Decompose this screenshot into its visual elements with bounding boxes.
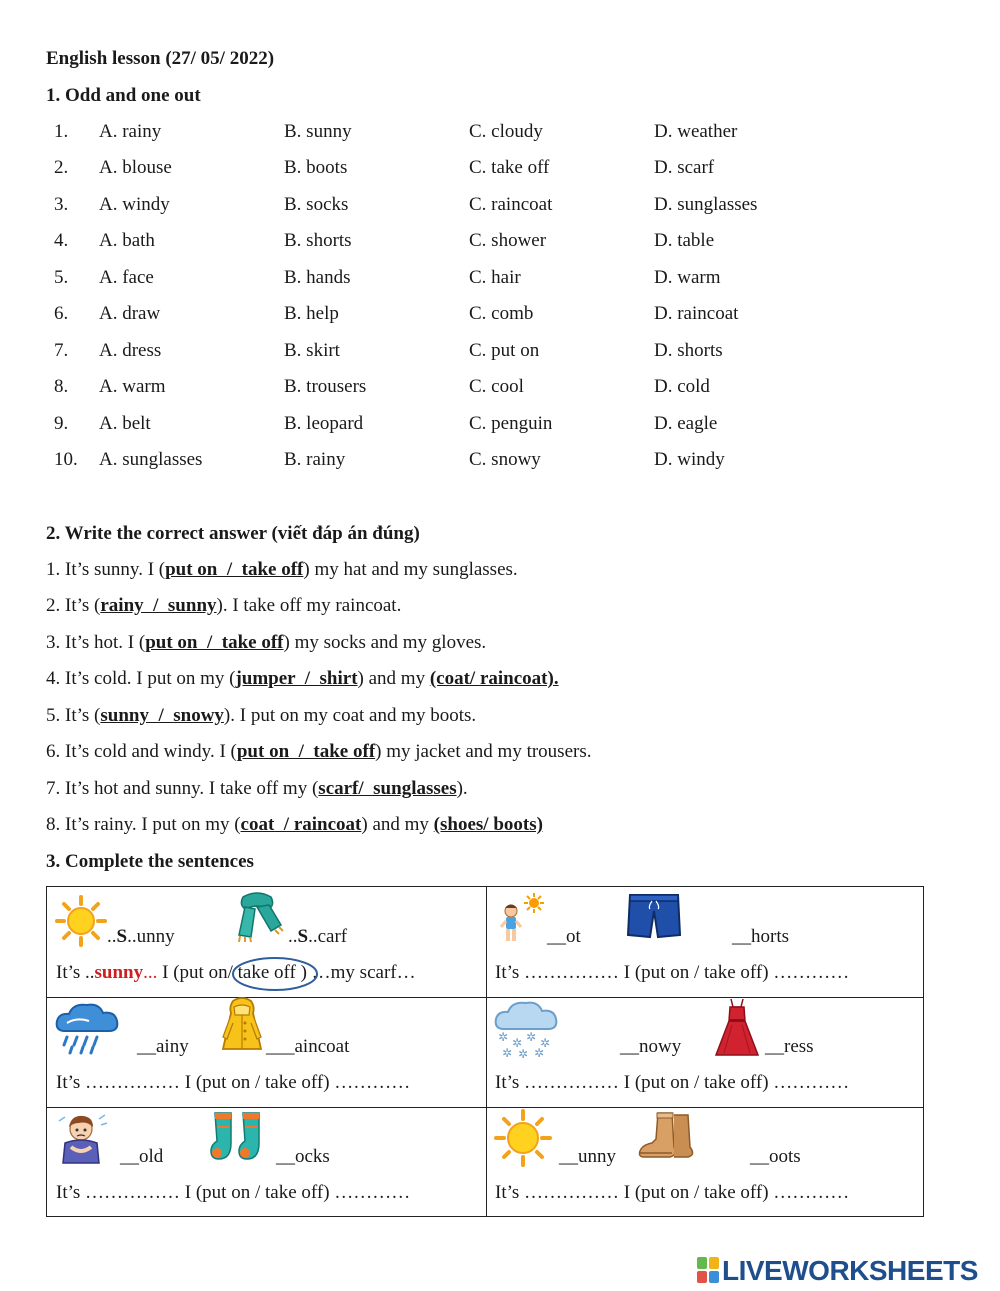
shorts-icon — [626, 891, 682, 941]
sentence-4: 4. It’s cold. I put on my (jumper / shirt) and my (coat/ raincoat). — [46, 668, 559, 689]
question-number: 8. — [54, 376, 69, 397]
sentence-3: 3. It’s hot. I (put on / take off) my socks and my gloves. — [46, 632, 487, 653]
option-a[interactable]: A. dress — [99, 340, 162, 361]
sentence-5: 5. It’s (sunny / snowy). I put on my coat and my boots. — [46, 705, 477, 726]
word-blank-2[interactable]: ..S..carf — [288, 926, 348, 947]
option-b[interactable]: B. trousers — [284, 376, 367, 397]
answer-choice[interactable]: put on / take off — [165, 559, 304, 580]
option-b[interactable]: B. skirt — [284, 340, 340, 361]
option-d[interactable]: D. scarf — [654, 157, 715, 178]
question-number: 9. — [54, 413, 69, 434]
option-d[interactable]: D. weather — [654, 121, 738, 142]
snow-cloud-icon — [492, 1001, 558, 1059]
option-d[interactable]: D. eagle — [654, 413, 718, 434]
question-row — [0, 339, 1000, 369]
option-c[interactable]: C. raincoat — [469, 194, 553, 215]
option-c[interactable]: C. shower — [469, 230, 547, 251]
svg-text:✲: ✲ — [526, 1030, 537, 1044]
word-blank-1[interactable]: __ainy — [137, 1036, 189, 1057]
option-c[interactable]: C. take off — [469, 157, 550, 178]
option-d[interactable]: D. raincoat — [654, 303, 739, 324]
question-number: 1. — [54, 121, 69, 142]
cold-child-icon — [57, 1111, 109, 1167]
option-c[interactable]: C. comb — [469, 303, 534, 324]
question-row — [0, 448, 1000, 478]
rain-cloud-icon — [53, 1001, 123, 1057]
socks-icon — [209, 1109, 271, 1165]
sentence-6: 6. It’s cold and windy. I (put on / take off) my jacket and my trousers. — [46, 741, 592, 762]
question-row — [0, 412, 1000, 442]
answer-choice[interactable]: put on / take off — [236, 741, 376, 762]
raincoat-icon — [219, 997, 265, 1057]
option-a[interactable]: A. draw — [99, 303, 161, 324]
dress-icon — [714, 997, 760, 1059]
option-a[interactable]: A. bath — [99, 230, 155, 251]
answer-choice-2[interactable]: (coat/ raincoat). — [429, 668, 559, 689]
sentence-line[interactable]: It’s ..sunny... I (put on/ take off ) …my scarf… — [56, 961, 416, 985]
page-title: English lesson (27/ 05/ 2022) — [46, 48, 275, 69]
sentence-7: 7. It’s hot and sunny. I take off my (scarf/ sunglasses). — [46, 778, 468, 799]
question-row — [0, 156, 1000, 186]
option-a[interactable]: A. blouse — [99, 157, 172, 178]
option-b[interactable]: B. boots — [284, 157, 348, 178]
question-row — [0, 266, 1000, 296]
question-number: 3. — [54, 194, 69, 215]
sentence-8: 8. It’s rainy. I put on my (coat / raincoat) and my (shoes/ boots) — [46, 814, 543, 835]
question-row — [0, 229, 1000, 259]
logo-mark-icon — [697, 1257, 719, 1283]
hot-child-icon — [498, 891, 544, 947]
option-c[interactable]: C. cool — [469, 376, 524, 397]
sentence-2: 2. It’s (rainy / sunny). I take off my raincoat. — [46, 595, 402, 616]
svg-text:✲: ✲ — [518, 1047, 529, 1059]
table-cell — [486, 1107, 925, 1217]
exercise-2-title: 2. Write the correct answer (viết đáp án đúng) — [46, 523, 420, 544]
option-a[interactable]: A. rainy — [99, 121, 162, 142]
word-blank-2[interactable]: __oots — [750, 1146, 801, 1167]
sentence-line[interactable]: It’s …………… I (put on / take off) ………… — [56, 1182, 411, 1203]
scarf-icon — [229, 891, 285, 943]
option-c[interactable]: C. snowy — [469, 449, 541, 470]
question-row — [0, 120, 1000, 150]
exercise-3-table — [46, 886, 924, 1217]
sentence-line[interactable]: It’s …………… I (put on / take off) ………… — [495, 1182, 850, 1203]
question-number: 2. — [54, 157, 69, 178]
question-number: 5. — [54, 267, 69, 288]
option-c[interactable]: C. cloudy — [469, 121, 543, 142]
sentence-1: 1. It’s sunny. I (put on / take off) my hat and my sunglasses. — [46, 559, 518, 580]
word-blank-1[interactable]: __unny — [559, 1146, 616, 1167]
question-number: 10. — [54, 449, 78, 470]
option-d[interactable]: D. sunglasses — [654, 194, 758, 215]
svg-text:✲: ✲ — [512, 1036, 523, 1050]
boots-icon — [638, 1111, 700, 1161]
answer-choice[interactable]: rainy / sunny — [100, 595, 217, 616]
option-d[interactable]: D. table — [654, 230, 715, 251]
question-row — [0, 375, 1000, 405]
sentence-line[interactable]: It’s …………… I (put on / take off) ………… — [495, 962, 850, 983]
answer-choice[interactable]: put on / take off — [145, 632, 284, 653]
sentence-line[interactable]: It’s …………… I (put on / take off) ………… — [495, 1072, 850, 1093]
word-blank-1[interactable]: ..S..unny — [107, 926, 175, 947]
question-number: 6. — [54, 303, 69, 324]
table-cell-example — [47, 887, 486, 997]
svg-text:✲: ✲ — [498, 1030, 509, 1044]
option-b[interactable]: B. leopard — [284, 413, 364, 434]
svg-text:✲: ✲ — [502, 1046, 513, 1059]
table-cell — [47, 1107, 486, 1217]
option-b[interactable]: B. hands — [284, 267, 351, 288]
option-d[interactable]: D. warm — [654, 267, 721, 288]
word-blank-1[interactable]: __old — [120, 1146, 164, 1167]
word-blank-2[interactable]: __horts — [732, 926, 789, 947]
answer-choice-2[interactable]: (shoes/ boots) — [433, 814, 543, 835]
sun-icon — [55, 895, 107, 947]
exercise-3-title: 3. Complete the sentences — [46, 851, 254, 872]
option-b[interactable]: B. help — [284, 303, 339, 324]
sun-icon — [494, 1109, 552, 1167]
option-b[interactable]: B. shorts — [284, 230, 352, 251]
question-number: 4. — [54, 230, 69, 251]
option-b[interactable]: B. socks — [284, 194, 349, 215]
option-c[interactable]: C. hair — [469, 267, 521, 288]
answer-circle — [230, 956, 320, 992]
option-a[interactable]: A. face — [99, 267, 154, 288]
question-row — [0, 193, 1000, 223]
word-blank-1[interactable]: __nowy — [620, 1036, 682, 1057]
option-c[interactable]: C. penguin — [469, 413, 553, 434]
option-a[interactable]: A. sunglasses — [99, 449, 203, 470]
option-d[interactable]: D. cold — [654, 376, 710, 397]
option-c[interactable]: C. put on — [469, 340, 540, 361]
liveworksheets-logo: LIVEWORKSHEETS — [697, 1256, 978, 1286]
table-cell — [486, 997, 925, 1107]
option-a[interactable]: A. belt — [99, 413, 151, 434]
word-blank-2[interactable]: ___aincoat — [266, 1036, 350, 1057]
answer-choice[interactable]: sunny / snowy — [100, 705, 224, 726]
option-a[interactable]: A. windy — [99, 194, 170, 215]
question-number: 7. — [54, 340, 69, 361]
answer-choice[interactable]: coat / raincoat — [240, 814, 362, 835]
word-blank-2[interactable]: __ress — [765, 1036, 814, 1057]
answer-choice[interactable]: jumper / shirt — [235, 668, 358, 689]
question-row — [0, 302, 1000, 332]
table-cell — [47, 997, 486, 1107]
word-blank-2[interactable]: __ocks — [276, 1146, 330, 1167]
word-blank-1[interactable]: __ot — [547, 926, 581, 947]
table-cell — [486, 887, 925, 997]
svg-text:✲: ✲ — [540, 1036, 551, 1050]
option-a[interactable]: A. warm — [99, 376, 166, 397]
option-b[interactable]: B. rainy — [284, 449, 346, 470]
sentence-line[interactable]: It’s …………… I (put on / take off) ………… — [56, 1072, 411, 1093]
option-b[interactable]: B. sunny — [284, 121, 352, 142]
option-d[interactable]: D. windy — [654, 449, 725, 470]
answer-choice[interactable]: scarf/ sunglasses — [318, 778, 457, 799]
exercise-1-title: 1. Odd and one out — [46, 85, 201, 106]
svg-text:✲: ✲ — [534, 1046, 545, 1059]
option-d[interactable]: D. shorts — [654, 340, 723, 361]
